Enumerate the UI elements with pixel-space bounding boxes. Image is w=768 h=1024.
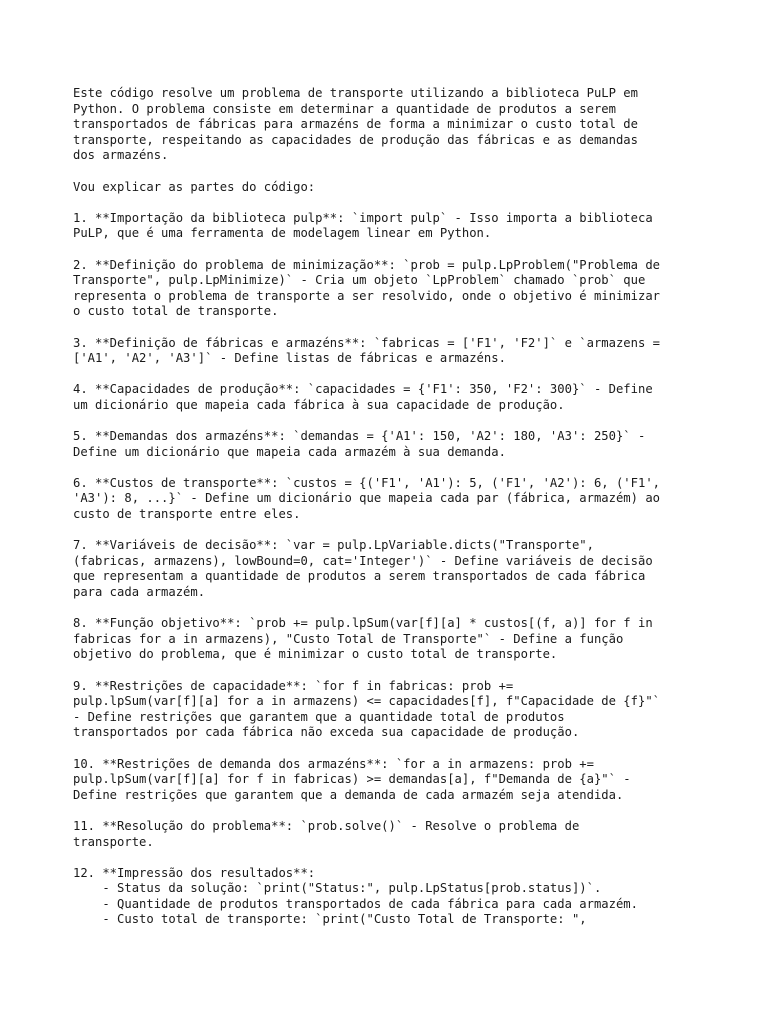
text-line: PuLP, que é uma ferramenta de modelagem linear em Python.	[73, 226, 492, 241]
text-line: dos armazéns.	[73, 148, 169, 163]
text-line: - Custo total de transporte: `print("Custo Total de Transporte: ",	[73, 912, 587, 927]
text-line: 10. **Restrições de demanda dos armazéns**: `for a in armazens: prob +=	[73, 756, 594, 771]
text-line: que representam a quantidade de produtos a serem transportados de cada fábrica	[73, 569, 646, 584]
list-item-9	[73, 679, 733, 741]
text-line: 11. **Resolução do problema**: `prob.solve()` - Resolve o problema de	[73, 818, 580, 833]
text-line: um dicionário que mapeia cada fábrica à sua capacidade de produção.	[73, 397, 565, 412]
list-item-8	[73, 616, 733, 663]
text-line: ['A1', 'A2', 'A3']` - Define listas de fábricas e armazéns.	[73, 351, 506, 366]
list-item-12	[73, 866, 733, 928]
text-line: Este código resolve um problema de transporte utilizando a biblioteca PuLP em	[73, 86, 638, 100]
text-line: Vou explicar as partes do código:	[73, 179, 316, 194]
text-line: 12. **Impressão dos resultados**:	[73, 865, 316, 880]
text-line: 7. **Variáveis de decisão**: `var = pulp.LpVariable.dicts("Transporte",	[73, 538, 594, 553]
text-line: pulp.lpSum(var[f][a] for a in armazens) <= capacidades[f], f"Capacidade de {f}"`	[73, 694, 660, 709]
text-line: Define restrições que garantem que a demanda de cada armazém seja atendida.	[73, 787, 624, 802]
list-item-11	[73, 819, 733, 850]
text-line: 3. **Definição de fábricas e armazéns**: `fabricas = ['F1', 'F2']` e `armazens =	[73, 335, 660, 350]
text-line: o custo total de transporte.	[73, 304, 279, 319]
paragraph-explain	[73, 180, 733, 196]
text-line: - Status da solução: `print("Status:", pulp.LpStatus[prob.status])`.	[73, 881, 602, 896]
text-line: representa o problema de transporte a ser resolvido, onde o objetivo é minimizar	[73, 288, 660, 303]
text-line: Define um dicionário que mapeia cada armazém à sua demanda.	[73, 444, 506, 459]
text-line: (fabricas, armazens), lowBound=0, cat='Integer')` - Define variáveis de decisão	[73, 553, 653, 568]
list-item-7	[73, 538, 733, 600]
list-item-6	[73, 476, 733, 523]
list-item-1	[73, 211, 733, 242]
list-item-3	[73, 336, 733, 367]
text-line: 1. **Importação da biblioteca pulp**: `import pulp` - Isso importa a biblioteca	[73, 210, 653, 225]
text-line: transporte.	[73, 834, 154, 849]
list-item-10	[73, 757, 733, 804]
text-line: pulp.lpSum(var[f][a] for f in fabricas) >= demandas[a], f"Demanda de {a}"` -	[73, 772, 631, 787]
text-line: custo de transporte entre eles.	[73, 507, 301, 522]
text-line: 9. **Restrições de capacidade**: `for f in fabricas: prob +=	[73, 678, 514, 693]
text-line: 'A3'): 8, ...}` - Define um dicionário que mapeia cada par (fábrica, armazém) ao	[73, 491, 660, 506]
text-line: Python. O problema consiste em determinar a quantidade de produtos a serem	[73, 101, 616, 116]
text-line: objetivo do problema, que é minimizar o custo total de transporte.	[73, 647, 558, 662]
text-line: fabricas for a in armazens), "Custo Total de Transporte"` - Define a função	[73, 631, 624, 646]
text-line: 8. **Função objetivo**: `prob += pulp.lpSum(var[f][a] * custos[(f, a)] for f in	[73, 616, 653, 631]
text-line: transporte, respeitando as capacidades de produção das fábricas e as demandas	[73, 132, 638, 147]
list-item-4	[73, 382, 733, 413]
text-line: - Quantidade de produtos transportados de cada fábrica para cada armazém.	[73, 896, 638, 911]
text-line: - Define restrições que garantem que a quantidade total de produtos	[73, 709, 565, 724]
list-item-2	[73, 258, 733, 320]
list-item-5	[73, 429, 733, 460]
text-line: 2. **Definição do problema de minimização**: `prob = pulp.LpProblem("Problema de	[73, 257, 660, 272]
text-line: 5. **Demandas dos armazéns**: `demandas = {'A1': 150, 'A2': 180, 'A3': 250}` -	[73, 429, 646, 444]
text-line: 6. **Custos de transporte**: `custos = {('F1', 'A1'): 5, ('F1', 'A2'): 6, ('F1',	[73, 475, 660, 490]
document-body	[73, 86, 733, 944]
text-line: Transporte", pulp.LpMinimize)` - Cria um objeto `LpProblem` chamado `prob` que	[73, 273, 646, 288]
text-line: 4. **Capacidades de produção**: `capacidades = {'F1': 350, 'F2': 300}` - Define	[73, 382, 653, 397]
text-line: transportados de fábricas para armazéns de forma a minimizar o custo total de	[73, 117, 638, 132]
text-line: para cada armazém.	[73, 585, 206, 599]
paragraph-intro	[73, 86, 733, 164]
text-line: transportados por cada fábrica não exceda sua capacidade de produção.	[73, 725, 580, 740]
